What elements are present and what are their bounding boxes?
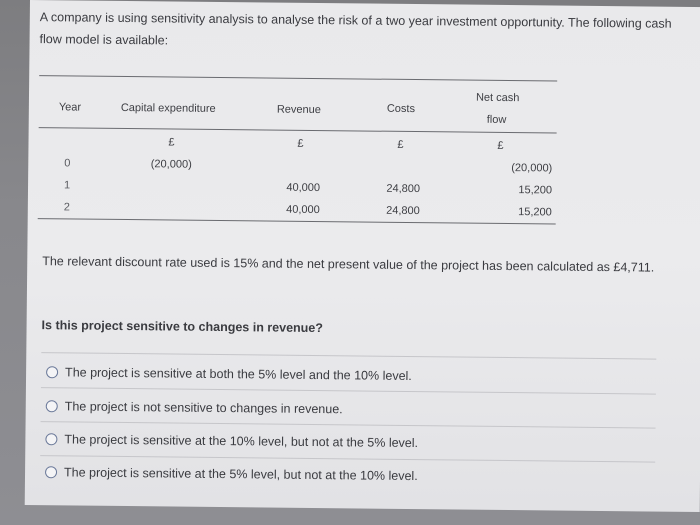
cash-flow-table — [38, 75, 557, 225]
answer-option-3[interactable] — [45, 428, 418, 454]
radio-button[interactable] — [46, 400, 58, 412]
npv-paragraph: The relevant discount rate used is 15% and the net present value of the project has been calculated as £4,711. — [42, 254, 655, 275]
radio-button[interactable] — [46, 366, 58, 378]
header-rule — [39, 127, 557, 133]
intro-text: A company is using sensitivity analysis to analyse the risk of a two year investment opportunity. The following cash flow model is available: — [39, 10, 672, 48]
table-row-0-capex: (20,000) — [150, 158, 192, 171]
option-divider — [41, 421, 656, 428]
question-card — [25, 0, 700, 512]
table-row-0-net: (20,000) — [511, 162, 553, 175]
answer-option-4[interactable] — [45, 461, 418, 487]
currency-revenue: £ — [297, 137, 304, 150]
table-row-2-net: 15,200 — [518, 206, 552, 219]
answer-option-label: The project is sensitive at the 10% level, but not at the 5% level. — [64, 432, 419, 451]
table-top-rule — [39, 75, 557, 81]
header-year: Year — [58, 101, 82, 114]
answer-option-label: The project is not sensitive to changes in revenue. — [64, 399, 343, 417]
table-row-2-year: 2 — [63, 201, 70, 214]
header-capital-expenditure: Capital expenditure — [120, 101, 216, 115]
currency-costs: £ — [397, 138, 404, 151]
header-net-cash-flow: flow — [486, 113, 507, 126]
option-divider — [41, 387, 656, 394]
answer-option-label: The project is sensitive at the 5% level, but not at the 10% level. — [63, 465, 418, 484]
header-net-cash: Net cash — [475, 91, 520, 105]
answer-option-1[interactable] — [46, 361, 412, 387]
table-row-1-revenue: 40,000 — [286, 181, 321, 195]
table-row-2-costs: 24,800 — [386, 204, 420, 218]
table-row-2-revenue: 40,000 — [286, 203, 320, 217]
table-row-1-year: 1 — [63, 179, 71, 192]
header-costs: Costs — [386, 102, 416, 116]
currency-net: £ — [497, 139, 504, 152]
answer-option-2[interactable] — [46, 395, 343, 420]
table-row-1-costs: 24,800 — [386, 182, 421, 196]
answer-option-label: The project is sensitive at both the 5% level and the 10% level. — [65, 365, 412, 384]
option-divider — [41, 352, 656, 359]
question-text: Is this project sensitive to changes in revenue? — [41, 318, 323, 336]
currency-capex: £ — [168, 136, 175, 149]
radio-button[interactable] — [45, 433, 57, 445]
radio-button[interactable] — [45, 466, 57, 478]
header-revenue: Revenue — [276, 103, 321, 117]
table-row-1-net: 15,200 — [518, 184, 553, 197]
table-row-0-year: 0 — [64, 157, 71, 170]
table-bottom-rule — [38, 218, 556, 224]
